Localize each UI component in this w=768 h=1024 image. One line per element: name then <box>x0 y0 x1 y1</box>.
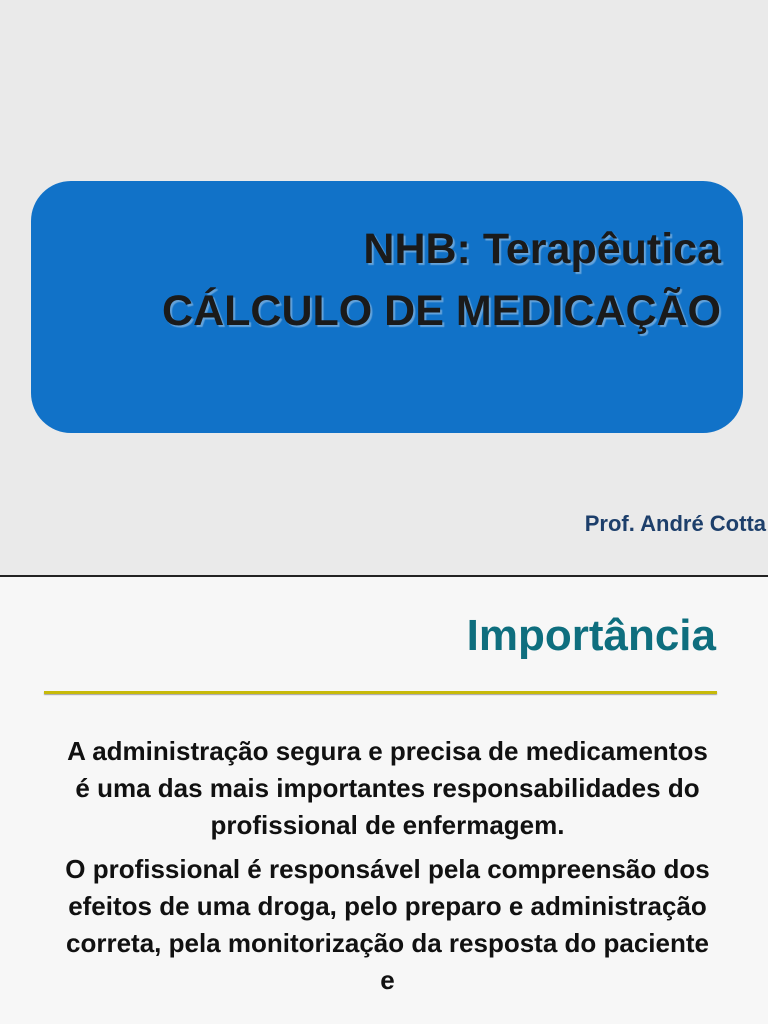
title-line-1: NHB: Terapêutica <box>363 225 721 273</box>
title-box <box>31 181 743 433</box>
author-name: Prof. André Cotta <box>584 511 766 536</box>
body-paragraph-2: O profissional é responsável pela compreensão dos efeitos de uma droga, pelo preparo e administração correta, pela monitorização da resposta do paciente e <box>65 854 710 995</box>
heading-underline <box>44 691 717 694</box>
slide-heading: Importância <box>466 611 716 660</box>
content-slide <box>0 577 768 1024</box>
slide-body <box>60 733 715 1006</box>
body-paragraph-1: A administração segura e precisa de medicamentos é uma das mais importantes responsabilidades do profissional de enfermagem. <box>67 736 708 840</box>
title-line-2: CÁLCULO DE MEDICAÇÃO <box>162 287 721 335</box>
